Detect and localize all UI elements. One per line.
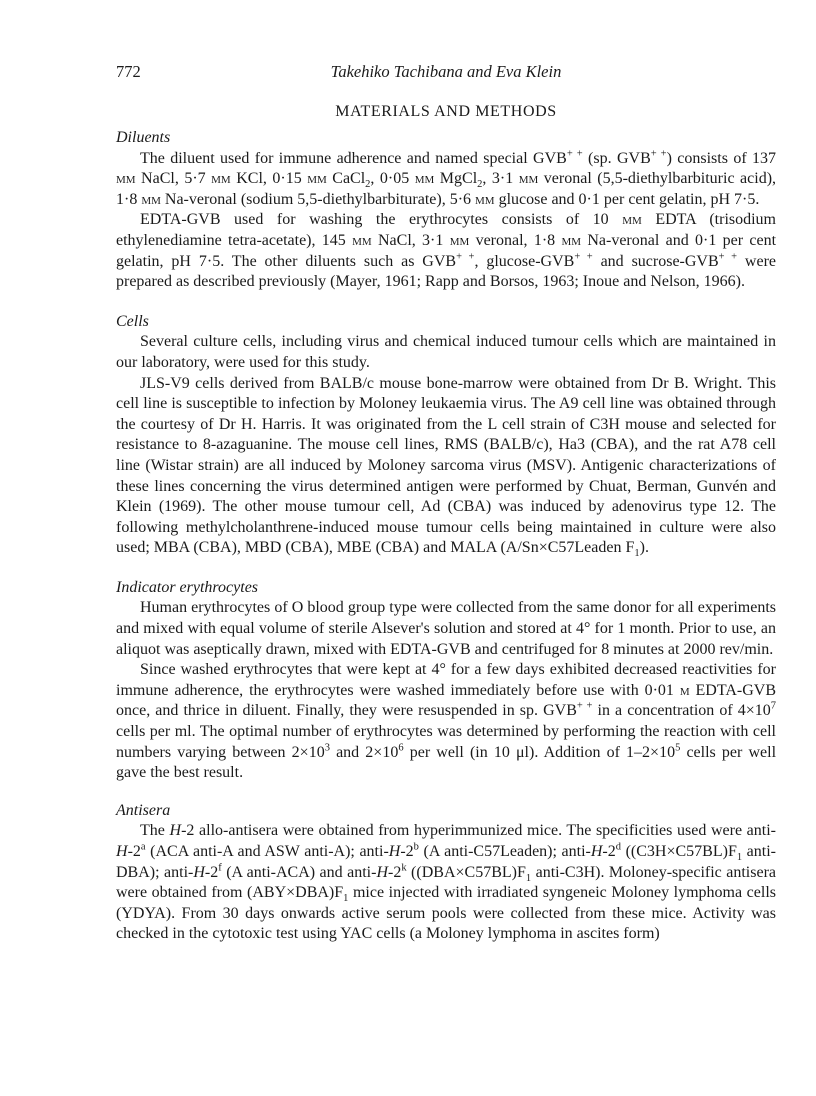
subheading: Cells <box>116 312 149 330</box>
paragraph: The H-2 allo-antisera were obtained from hyperimmunized mice. The specificities used were anti-H-2$^a$ (ACA anti-A and ASW anti-A); anti-H-2$^b$ (A anti-C57Leaden); anti-H-2$^d$ ($(C3H\times C57BL)F_1$ anti-DBA); anti-H-2$^f$ (A anti-ACA) and anti-H-2$^k$ ($(DBA\times C57BL)F_1$ anti-C3H). Moloney-specific antisera were obtained from $(ABY\times DBA)F_1$ mice injected with irradiated syngeneic Moloney lymphoma cells (YDYA). From 30 days onwards active serum pools were collected from these mice. Activity was checked in the cytotoxic test using YAC cells (a Moloney lymphoma in ascites form) <box>116 822 777 943</box>
subheading: Diluents <box>116 129 171 146</box>
subsection-indicator-erythrocytes <box>116 578 776 784</box>
paragraph: JLS-V9 cells derived from BALB/c mouse bone-marrow were obtained from Dr B. Wright. This cell line is susceptible to infection by Moloney leukaemia virus. The A9 cell line was obtained through the courtesy of Dr H. Harris. It was originated from the L cell strain of C3H mouse and selected for resistance to 8-azaguanine. The mouse cell lines, RMS (BALB/c), Ha3 (CBA), and the rat A78 cell line (Wistar strain) are all induced by Moloney sarcoma virus (MSV). Antigenic characterizations of these lines concerning the virus determined antigen were performed by Chuat, Berman, Gunvén and Klein (1969). The other mouse tumour cell, Ad (CBA) was induced by adenovirus type 12. The following methylcholanthrene-induced mouse tumour cells being maintained in culture were also used; MBA (CBA), MBD (CBA), MBE (CBA) and MALA (A/Sn×C57Leaden $F_1$). <box>116 374 776 560</box>
subheading: Antisera <box>116 801 171 819</box>
section-title: MATERIALS AND METHODS <box>335 103 557 120</box>
page-header <box>116 62 776 86</box>
paragraph: Human erythrocytes of O blood group type were collected from the same donor for all experiments and mixed with equal volume of sterile Alsever's solution and stored at 4° for 1 month. Prior to use, an aliquot was aseptically drawn, mixed with EDTA-GVB and centrifuged for 8 minutes at 2000 rev/min. <box>116 599 776 658</box>
subsection-diluents <box>116 128 776 293</box>
subsection-cells <box>116 312 776 559</box>
paragraph: The diluent used for immune adherence and named special GVB+ + (sp. GVB+ +) consists of 137 mm NaCl, 5·7 mm KCl, 0·15 mm CaCl$_2$, 0·05 mm MgCl$_2$, 3·1 mm veronal (5,5-diethylbarbituric acid), 1·8 mm Na-veronal (sodium 5,5-diethylbarbiturate), 5·6 mm glucose and 0·1 per cent gelatin, pH 7·5. <box>116 148 777 208</box>
page-number: 772 <box>116 62 141 81</box>
body-text <box>116 128 776 945</box>
paragraph: EDTA-GVB used for washing the erythrocytes consists of 10 mm EDTA (trisodium ethylenediamine tetra-acetate), 145 mm NaCl, 3·1 mm veronal, 1·8 mm Na-veronal and 0·1 per cent gelatin, pH 7·5. The other diluents such as GVB+ +, glucose-GVB+ + and sucrose-GVB+ + were prepared as described previously (Mayer, 1961; Rapp and Borsos, 1963; Inoue and Nelson, 1966). <box>116 211 777 291</box>
paragraph: Several culture cells, including virus and chemical induced tumour cells which are maintained in our laboratory, were used for this study. <box>116 333 776 371</box>
running-head: Takehiko Tachibana and Eva Klein <box>330 62 562 81</box>
subsection-antisera <box>116 801 776 945</box>
paragraph: Since washed erythrocytes that were kept at 4° for a few days exhibited decreased reactivities for immune adherence, the erythrocytes were washed immediately before use with 0·01 m EDTA-GVB once, and thrice in diluent. Finally, they were resuspended in sp. GVB+ + in a concentration of $4\times 10^7$ cells per ml. The optimal number of erythrocytes was determined by performing the reaction with cell numbers varying between $2\times 10^3$ and $2\times 10^6$ per well (in 10 μl). Addition of $1-2\times 10^5$ cells per well gave the best result. <box>116 661 777 782</box>
subheading: Indicator erythrocytes <box>116 578 259 596</box>
